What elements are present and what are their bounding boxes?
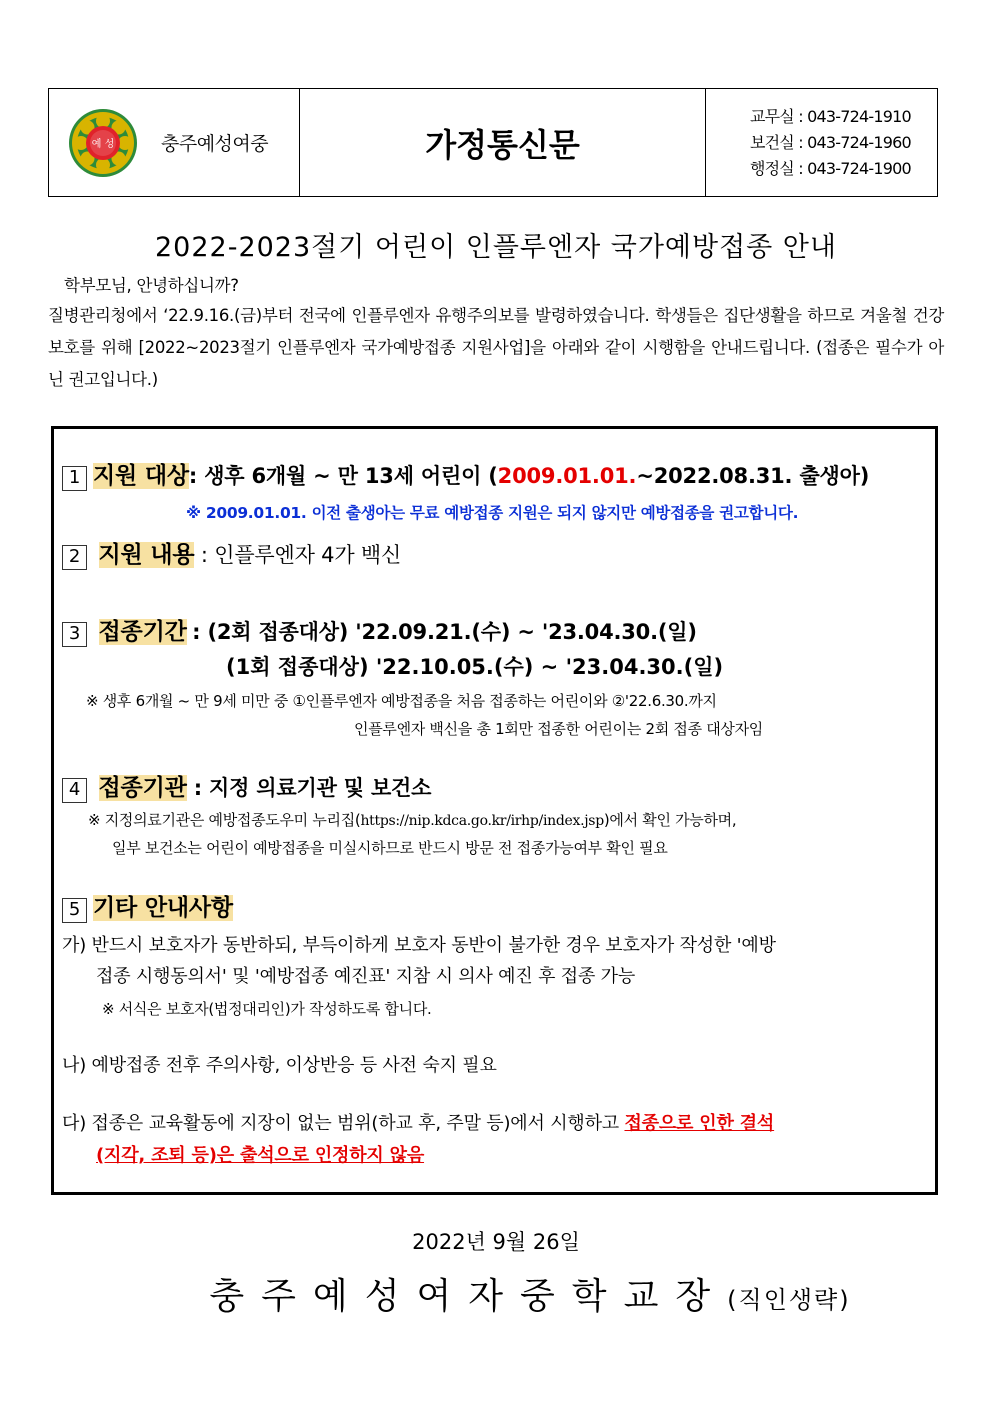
section-number: 2 (62, 545, 87, 570)
section-other (62, 889, 233, 923)
other-c-text: 다) 접종은 교육활동에 지장이 없는 범위(하교 후, 주말 등)에서 시행하고 (62, 1113, 625, 1134)
target-end-date: ~2022.08.31. 출생아) (636, 464, 870, 488)
institution-note-2: 일부 보건소는 어린이 예방접종을 미실시하므로 반드시 방문 전 접종가능여부 확인 필요 (112, 839, 668, 857)
header-contact-cell (706, 89, 937, 196)
institution-note-suffix: )에서 확인 가능하며, (603, 811, 737, 829)
section-heading: 지원 내용 (98, 542, 195, 568)
section-heading: 접종기관 (98, 775, 187, 801)
section-heading: 접종기간 (98, 619, 187, 645)
institution-text: : 지정 의료기관 및 보건소 (186, 776, 432, 800)
section-number: 1 (62, 466, 87, 491)
institution-note-1 (88, 809, 736, 830)
other-c-line-2: (지각, 조퇴 등)은 출석으로 인정하지 않음 (96, 1145, 425, 1166)
other-c-line-1 (62, 1109, 774, 1135)
section-institution (62, 769, 431, 803)
principal-signature: 충주예성여자중학교장 (209, 1276, 728, 1317)
header-school-cell (49, 89, 300, 196)
other-a-line-1: 가) 반드시 보호자가 동반하되, 부득이하게 보호자 동반이 불가한 경우 보호자가 작성한 '예방 (62, 935, 776, 956)
seal-omitted-note: (직인생략) (727, 1286, 851, 1314)
emblem-text: 예 성 (91, 138, 115, 150)
institution-note-prefix: ※ 지정의료기관은 예방접종도우미 누리집( (88, 811, 361, 829)
header-title-cell (300, 89, 706, 196)
intro-paragraph: 질병관리청에서 ‘22.9.16.(금)부터 전국에 인플루엔자 유행주의보를 발령하였습니다. 학생들은 집단생활을 하므로 겨울철 건강 보호를 위해 [2022~2023절기 인플루엔자 국가예방접종 지원사업]을 아래와 같이 시행함을 안내드립니다. (접종은 필수가 아닌 권고입니다.) (48, 306, 944, 389)
section-number: 3 (62, 622, 87, 647)
period-line-2: (1회 접종대상) '22.10.05.(수) ~ '23.04.30.(일) (226, 655, 724, 679)
contents-text: : 인플루엔자 4가 백신 (194, 543, 402, 567)
period-note-1: ※ 생후 6개월 ~ 만 9세 미만 중 ①인플루엔자 예방접종을 처음 접종하는 어린이와 ②'22.6.30.까지 (86, 692, 717, 710)
issue-date: 2022년 9월 26일 (412, 1230, 580, 1254)
section-contents (62, 536, 401, 570)
nip-link[interactable]: https://nip.kdca.go.kr/irhp/index.jsp (360, 813, 604, 829)
target-text: : 생후 6개월 ~ 만 13세 어린이 ( (188, 464, 498, 488)
period-line-1: : (2회 접종대상) '22.09.21.(수) ~ '23.04.30.(일) (192, 620, 697, 644)
phone-academic: 교무실 : 043-724-1910 (750, 106, 911, 126)
document-type-title: 가정통신문 (425, 125, 580, 164)
section-number: 4 (62, 778, 87, 803)
section-number: 5 (62, 898, 87, 923)
school-name: 충주예성여중 (161, 133, 269, 155)
period-note-2: 인플루엔자 백신을 총 1회만 접종한 어린이는 2회 접종 대상자임 (354, 720, 763, 738)
greeting: 학부모님, 안녕하십니까? (64, 276, 239, 295)
school-emblem-icon (67, 107, 139, 179)
page-title: 2022-2023절기 어린이 인플루엔자 국가예방접종 안내 (155, 232, 837, 263)
phone-admin: 행정실 : 043-724-1900 (750, 158, 911, 178)
section-heading: 기타 안내사항 (93, 895, 233, 921)
section-period (62, 613, 697, 647)
target-note: ※ 2009.01.01. 이전 출생아는 무료 예방접종 지원은 되지 않지만 예방접종을 권고합니다. (186, 504, 799, 522)
other-b-line: 나) 예방접종 전후 주의사항, 이상반응 등 사전 숙지 필요 (62, 1055, 497, 1076)
other-c-warning: 접종으로 인한 결석 (624, 1113, 775, 1134)
phone-health: 보건실 : 043-724-1960 (750, 132, 911, 152)
section-target (62, 457, 869, 491)
info-box (51, 426, 938, 1195)
header-box (48, 88, 938, 197)
target-start-date: 2009.01.01. (497, 464, 637, 488)
signature-line (0, 1268, 992, 1319)
other-a-line-2: 접종 시행동의서' 및 '예방접종 예진표' 지참 시 의사 예진 후 접종 가능 (96, 966, 636, 987)
section-heading: 지원 대상 (93, 463, 189, 489)
other-a-note: ※ 서식은 보호자(법정대리인)가 작성하도록 합니다. (102, 1000, 432, 1018)
